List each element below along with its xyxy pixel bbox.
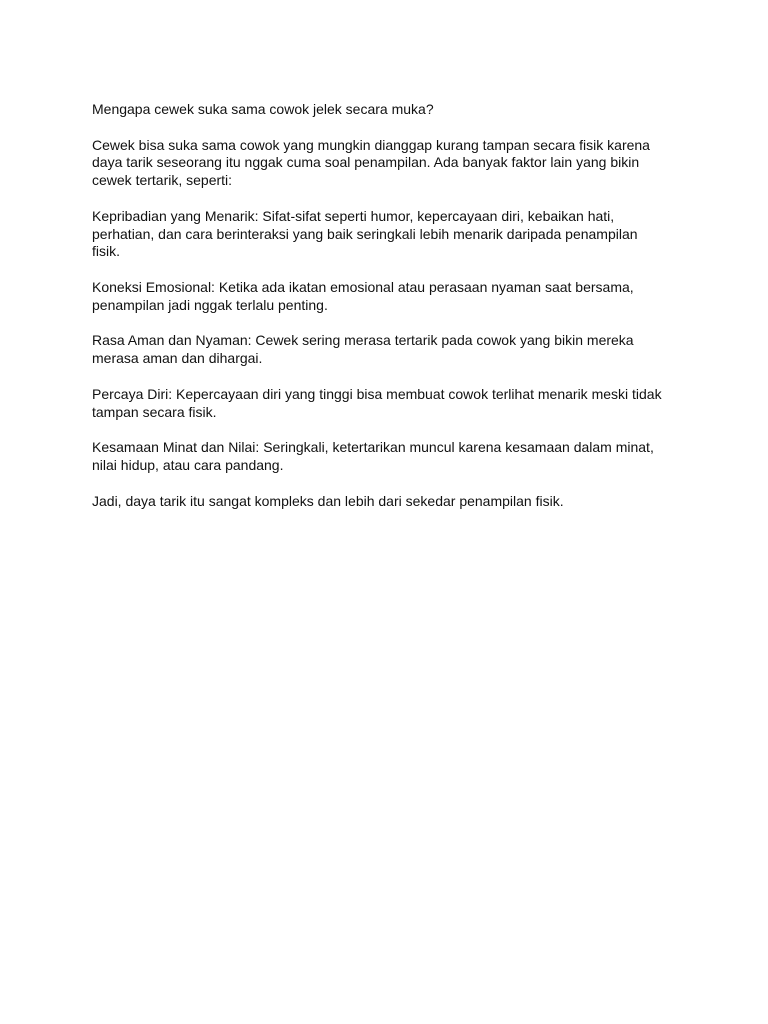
point-line: fisik. — [92, 243, 120, 260]
point-shared-interests — [92, 439, 676, 475]
point-personality — [92, 208, 676, 261]
intro-line: daya tarik seseorang itu nggak cuma soal penampilan. Ada banyak faktor lain yang bikin — [92, 154, 640, 171]
point-line: perhatian, dan cara berinteraksi yang baik seringkali lebih menarik daripada penampilan — [92, 225, 638, 242]
point-line: Rasa Aman dan Nyaman: Cewek sering merasa tertarik pada cowok yang bikin mereka — [92, 332, 634, 349]
point-line: Percaya Diri: Kepercayaan diri yang tinggi bisa membuat cowok terlihat menarik meski tidak — [92, 385, 662, 402]
point-line: penampilan jadi nggak terlalu penting. — [92, 296, 328, 313]
point-safe-comfortable — [92, 332, 676, 368]
point-line: merasa aman dan dihargai. — [92, 350, 263, 367]
title-line: Mengapa cewek suka sama cowok jelek secara muka? — [92, 101, 434, 117]
conclusion-line: Jadi, daya tarik itu sangat kompleks dan lebih dari sekedar penampilan fisik. — [92, 492, 564, 509]
intro-line: Cewek bisa suka sama cowok yang mungkin dianggap kurang tampan secara fisik karena — [92, 136, 650, 153]
document-title — [92, 101, 676, 119]
point-line: Kepribadian yang Menarik: Sifat-sifat seperti humor, kepercayaan diri, kebaikan hati, — [92, 207, 615, 224]
point-confidence — [92, 386, 676, 422]
conclusion-paragraph — [92, 493, 676, 511]
point-line: Kesamaan Minat dan Nilai: Seringkali, ketertarikan muncul karena kesamaan dalam minat, — [92, 439, 654, 456]
point-line: Koneksi Emosional: Ketika ada ikatan emosional atau perasaan nyaman saat bersama, — [92, 278, 634, 295]
intro-paragraph — [92, 137, 676, 190]
point-emotional-connection — [92, 279, 676, 315]
point-line: nilai hidup, atau cara pandang. — [92, 456, 284, 473]
intro-line: cewek tertarik, seperti: — [92, 172, 233, 189]
point-line: tampan secara fisik. — [92, 403, 217, 420]
